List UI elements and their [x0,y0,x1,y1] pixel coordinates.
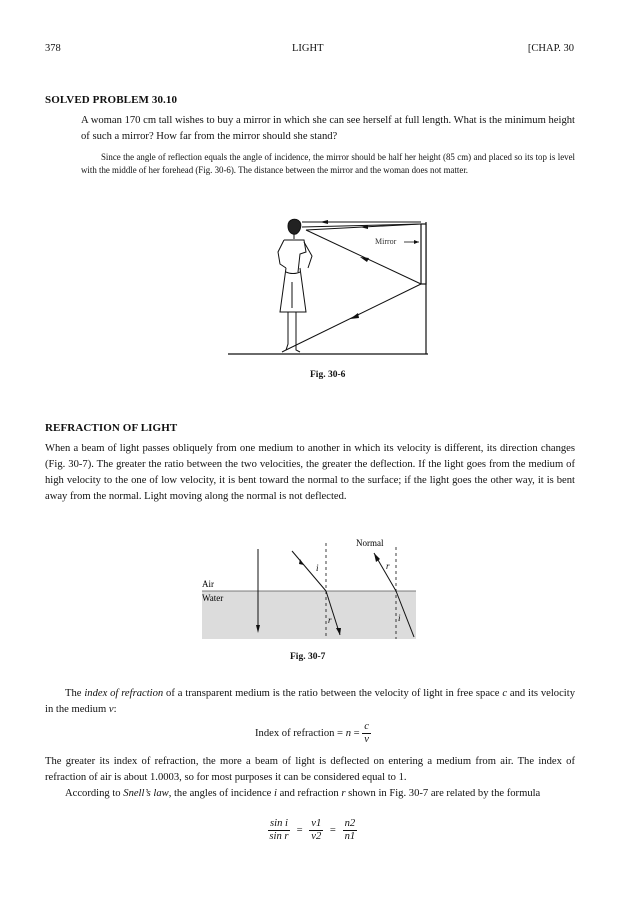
solved-problem-heading: SOLVED PROBLEM 30.10 [45,94,178,106]
mirror-label: Mirror [375,237,397,246]
fig-30-6-caption: Fig. 30-6 [310,370,346,380]
water-region [202,591,416,639]
snell-term: Snell’s law [123,788,169,799]
air-label: Air [202,579,214,589]
woman-figure [278,219,312,352]
mirror [421,224,426,284]
snell-paragraph: According to Snell’s law, the angles of incidence i and refraction r shown in Fig. 30-7 are related by the formula [65,788,541,799]
figure-30-6 [220,212,440,362]
index-air-paragraph: The greater its index of refraction, the more a beam of light is deflected on entering a medium from air. The index of refraction of air is about 1.0003, so for most purposes it can be considered equal to 1. [45,756,575,783]
index-term: index of refraction [84,688,164,699]
ray-to-mirror [306,230,421,284]
running-title: LIGHT [292,43,324,54]
index-equation: Index of refraction = n = $\frac{c}{v}$ [255,721,369,745]
problem-solution: Since the angle of reflection equals the angle of incidence, the mirror should be half her height (85 cm) and placed so its top is level with the middle of her forehead (Fig. 30-6). The distance between the mirror and the woman does not matter. [81,152,575,175]
snell-equation: $\frac{\text{sin i}}{\text{sin r}}$ = $\frac{v1}{v2}$ = $\frac{n2}{n1}$ [269,818,356,842]
refraction-heading: REFRACTION OF LIGHT [45,422,178,434]
index-paragraph: The index of refraction of a transparent medium is the ratio between the velocity of light in free space c and its velocity in the medium v: [45,688,575,715]
normal-label: Normal [356,538,384,548]
chapter-label: [CHAP. 30 [527,43,574,54]
water-label: Water [202,593,224,603]
problem-question: A woman 170 cm tall wishes to buy a mirror in which she can see herself at full length. What is the minimum height of such a mirror? How far from the mirror should she stand? [81,115,575,142]
incident-ray-1 [292,551,326,591]
refraction-paragraph: When a beam of light passes obliquely from one medium to another in which its velocity is different, its direction changes (Fig. 30-7). The greater the ratio between the two velocities, the greater the deflection. If the light goes from the medium of high velocity to the one of low velocity, it is bent toward the normal to the surface; if the light goes the other way, it is bent away from the normal. Light moving along the normal is not deflected. [45,443,575,502]
angle-i-1: i [316,563,319,573]
angle-r-2: r [386,561,390,571]
angle-i-2: i [398,613,401,623]
angle-r-1: r [328,615,332,625]
figure-30-7 [200,535,420,643]
page-number: 378 [45,43,61,54]
fig-30-7-caption: Fig. 30-7 [290,652,326,662]
